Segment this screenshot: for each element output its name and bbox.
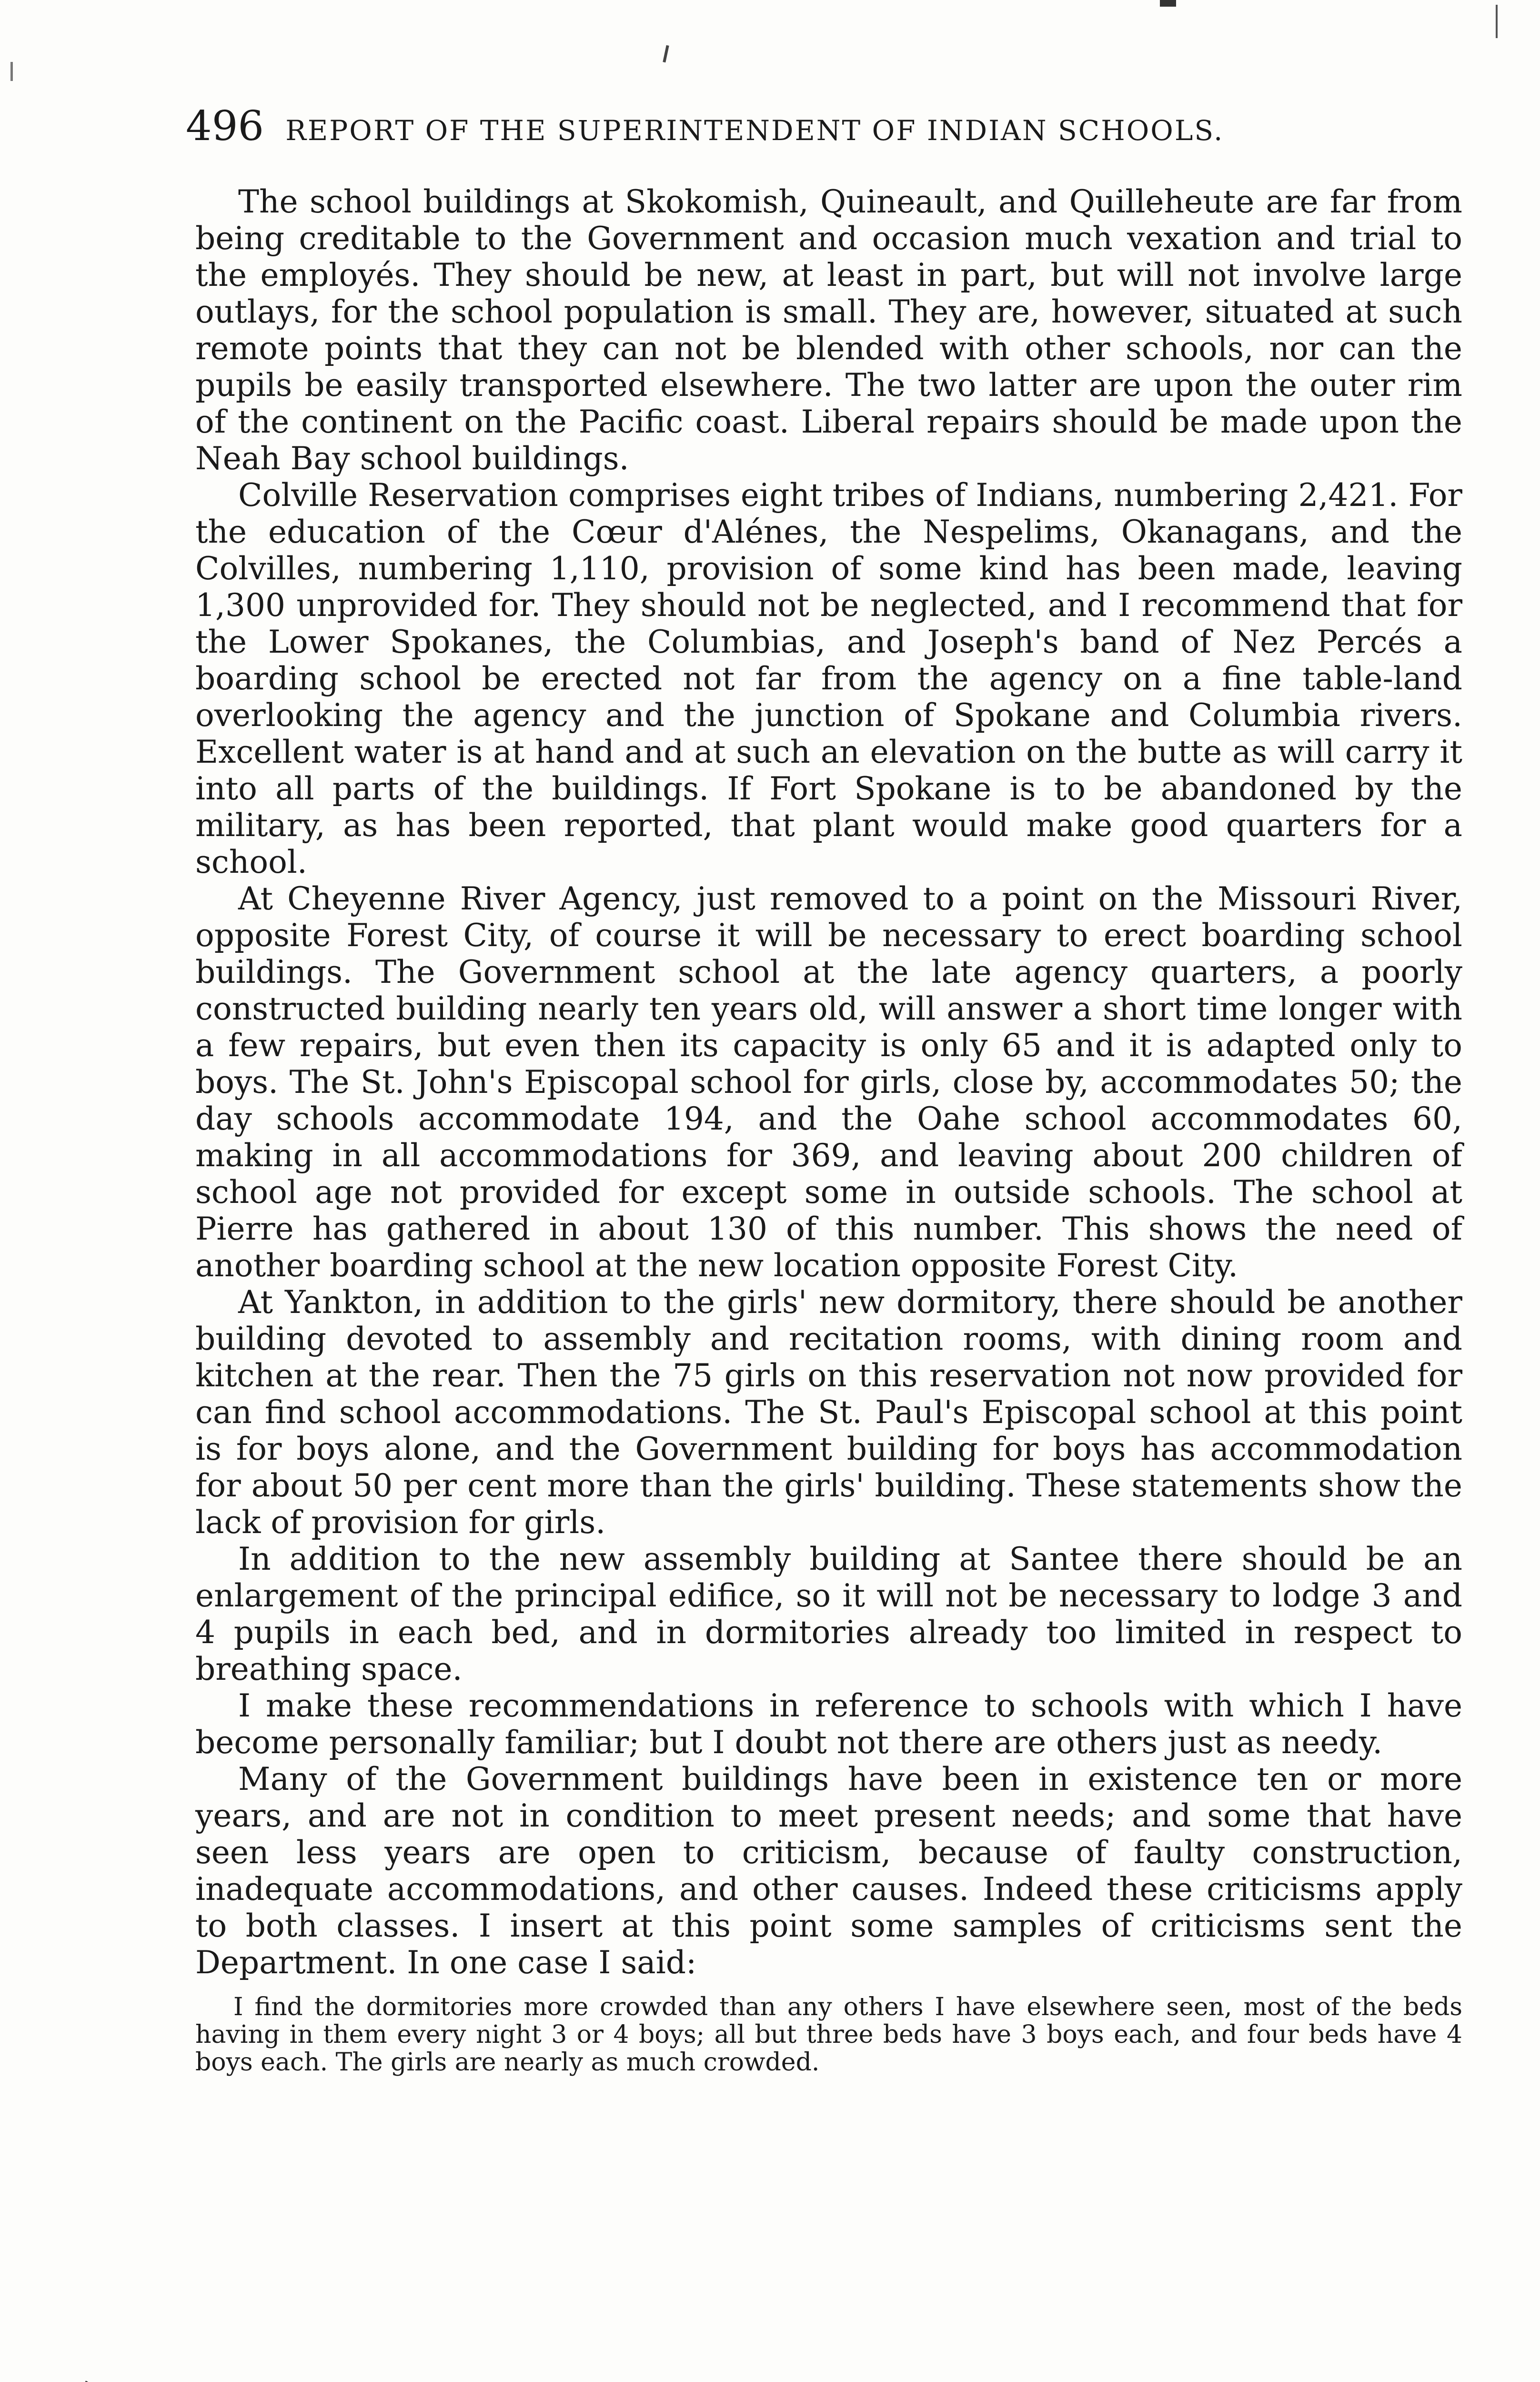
paragraph: At Yankton, in addition to the girls' new dormitory, there should be another building devoted to assembly and recitation rooms, with dining room and kitchen at the rear. Then the 75 girls on this reservation not now provided for can find school accommodations. The St. Paul's Episcopal school at this point is for boys alone, and the Government building for boys has accommodation for about 50 per cent more than the girls' building. These statements show the lack of provision for girls.	[195, 1284, 1462, 1541]
paragraph: Many of the Government buildings have been in existence ten or more years, and are not in condition to meet present needs; and some that have seen less years are open to criticism, because of faulty construction, inadequate accommodations, and other causes. Indeed these criticisms apply to both classes. I insert at this point some samples of criticisms sent the Department. In one case I said:	[195, 1761, 1462, 1981]
paragraph: At Cheyenne River Agency, just removed to a point on the Missouri River, opposite Forest City, of course it will be necessary to erect boarding school buildings. The Government school at the late agency quarters, a poorly constructed building nearly ten years old, will answer a short time longer with a few repairs, but even then its capacity is only 65 and it is adapted only to boys. The St. John's Episcopal school for girls, close by, accommodates 50; the day schools accommodate 194, and the Oahe school accommodates 60, making in all accommodations for 369, and leaving about 200 children of school age not provided for except some in outside schools. The school at Pierre has gathered in about 130 of this number. This shows the need of another boarding school at the new location opposite Forest City.	[195, 880, 1462, 1284]
scan-mark	[663, 45, 669, 62]
body-text	[195, 183, 1462, 2076]
scan-mark	[10, 62, 13, 81]
block-quote: I find the dormitories more crowded than any others I have elsewhere seen, most of the beds having in them every night 3 or 4 boys; all but three beds have 3 boys each, and four beds have 4 boys each. The girls are nearly as much crowded.	[195, 1993, 1462, 2077]
page-number: 496	[186, 102, 264, 150]
paragraph: I make these recommendations in reference to schools with which I have become personally familiar; but I doubt not there are others just as needy.	[195, 1687, 1462, 1761]
page-header	[186, 102, 1472, 155]
running-head: REPORT OF THE SUPERINTENDENT OF INDIAN SCHOOLS.	[285, 114, 1224, 147]
paragraph: The school buildings at Skokomish, Quineault, and Quilleheute are far from being creditable to the Government and occasion much vexation and trial to the employés. They should be new, at least in part, but will not involve large outlays, for the school population is small. They are, however, situated at such remote points that they can not be blended with other schools, nor can the pupils be easily transported elsewhere. The two latter are upon the outer rim of the continent on the Pacific coast. Liberal repairs should be made upon the Neah Bay school buildings.	[195, 183, 1462, 477]
scan-mark	[1496, 5, 1498, 38]
scan-mark	[1160, 0, 1176, 7]
paragraph: In addition to the new assembly building at Santee there should be an enlargement of the principal edifice, so it will not be necessary to lodge 3 and 4 pupils in each bed, and in dormitories already too limited in respect to breathing space.	[195, 1541, 1462, 1687]
paragraph: Colville Reservation comprises eight tribes of Indians, numbering 2,421. For the education of the Cœur d'Alénes, the Nespelims, Okanagans, and the Colvilles, numbering 1,110, provision of some kind has been made, leaving 1,300 unprovided for. They should not be neglected, and I recommend that for the Lower Spokanes, the Columbias, and Joseph's band of Nez Percés a boarding school be erected not far from the agency on a fine table-land overlooking the agency and the junction of Spokane and Columbia rivers. Excellent water is at hand and at such an elevation on the butte as will carry it into all parts of the buildings. If Fort Spokane is to be abandoned by the military, as has been reported, that plant would make good quarters for a school.	[195, 477, 1462, 880]
